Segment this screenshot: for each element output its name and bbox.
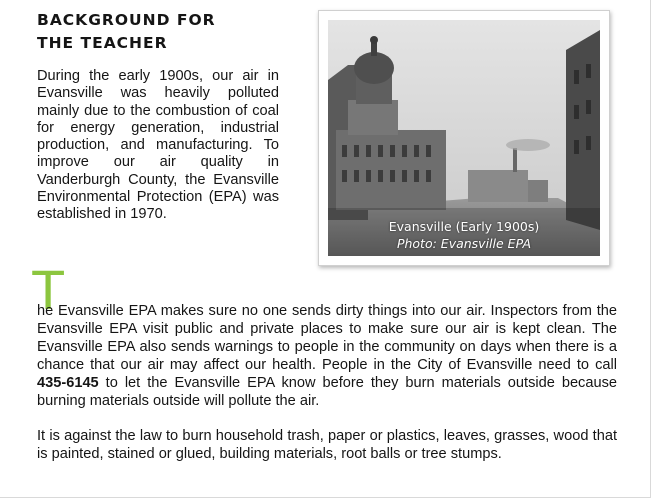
intro-paragraph: During the early 1900s, our air in Evansville was heavily polluted mainly due to the combustion of coal for energy generation, industrial production, and manufacturing. To improve our air quality in Vanderburgh County, the Evansville Environmental Protection (EPA) was established in 1970. — [37, 68, 279, 223]
drop-cap: T — [31, 258, 66, 321]
body-paragraph-2: It is against the law to burn household trash, paper or plastics, leaves, grasses, wood that is painted, stained or glued, building materials, root balls or tree stumps. — [37, 428, 617, 462]
photo-caption-title: Evansville (Early 1900s) — [388, 219, 540, 234]
paragraph-1-text-start: he Evansville EPA makes sure no one sends dirty things into our air. Inspectors from the Evansville EPA visit public and private places to make sure our air is kept clean. The Evansville EPA also sends warnings to people in the community on days when there is a chance that our air may affect our health. People in the City of Evansville need to call — [37, 303, 617, 373]
phone-number: 435-6145 — [37, 375, 99, 391]
photo-caption-credit: Photo: Evansville EPA — [396, 236, 532, 251]
historic-photo — [328, 20, 600, 256]
section-heading — [37, 9, 297, 55]
body-paragraph-1 — [37, 302, 617, 410]
photo-frame — [318, 10, 610, 266]
heading-line-1: BACKGROUND FOR — [37, 11, 216, 29]
paragraph-1-text-end: to let the Evansville EPA know before they burn materials outside because burning materials outside will pollute the air. — [37, 375, 617, 409]
heading-line-2: THE TEACHER — [37, 34, 168, 52]
